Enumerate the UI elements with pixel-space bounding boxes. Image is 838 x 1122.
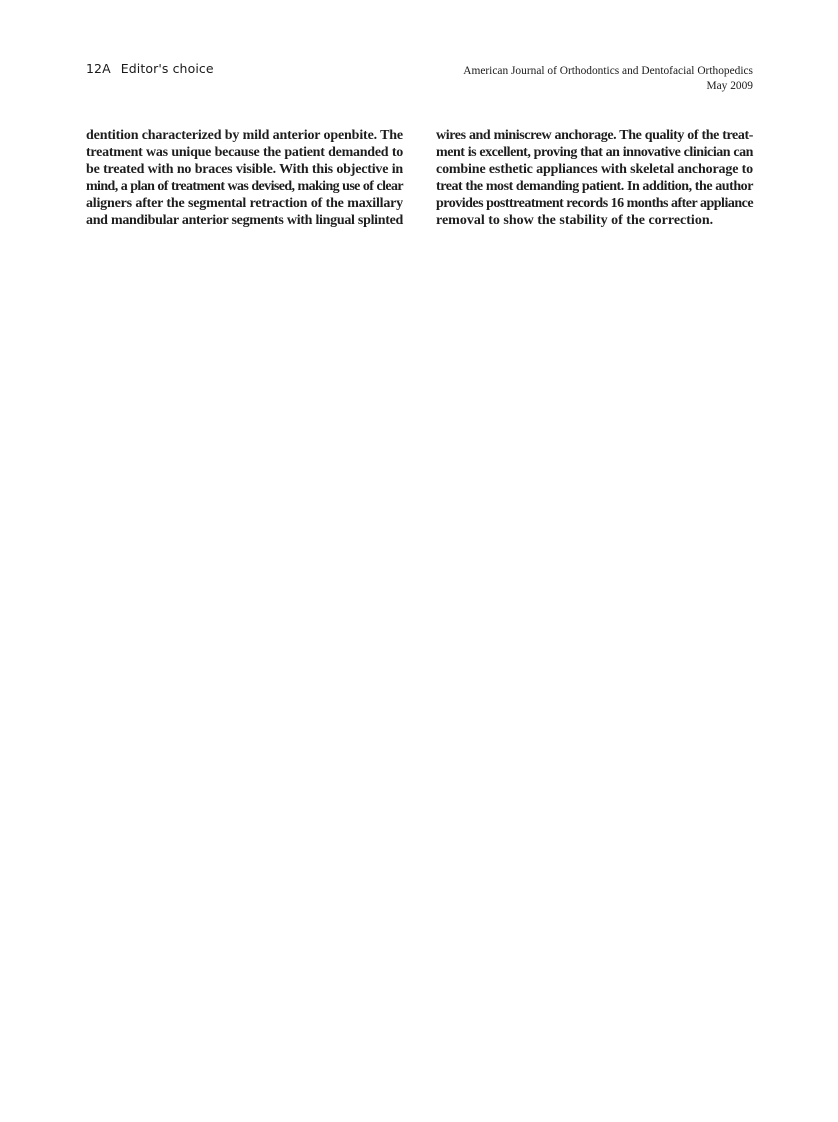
text-line: aligners after the segmental retraction of the maxillary xyxy=(86,196,403,211)
page-number: 12A xyxy=(86,61,111,76)
text-column-left xyxy=(86,127,403,229)
text-line: combine esthetic appliances with skeletal anchorage to xyxy=(436,162,753,177)
text-line: dentition characterized by mild anterior openbite. The xyxy=(86,128,403,143)
text-column-right xyxy=(436,127,753,229)
journal-name: American Journal of Orthodontics and Dentofacial Orthopedics xyxy=(463,65,753,77)
text-line: be treated with no braces visible. With this objective in xyxy=(86,162,403,177)
text-line: mind, a plan of treatment was devised, making use of clear xyxy=(86,179,403,194)
issue-date: May 2009 xyxy=(706,80,753,92)
text-line: treatment was unique because the patient demanded to xyxy=(86,145,403,160)
text-line: wires and miniscrew anchorage. The quality of the treat- xyxy=(436,128,753,143)
running-header-left xyxy=(86,61,214,76)
text-line: removal to show the stability of the correction. xyxy=(436,213,714,228)
running-header-right xyxy=(333,64,753,94)
text-line: and mandibular anterior segments with lingual splinted xyxy=(86,213,403,228)
text-line: treat the most demanding patient. In addition, the author xyxy=(436,179,753,194)
text-line: provides posttreatment records 16 months after appliance xyxy=(436,196,754,211)
section-title: Editor's choice xyxy=(120,61,214,76)
text-line: ment is excellent, proving that an innovative clinician can xyxy=(436,145,753,160)
